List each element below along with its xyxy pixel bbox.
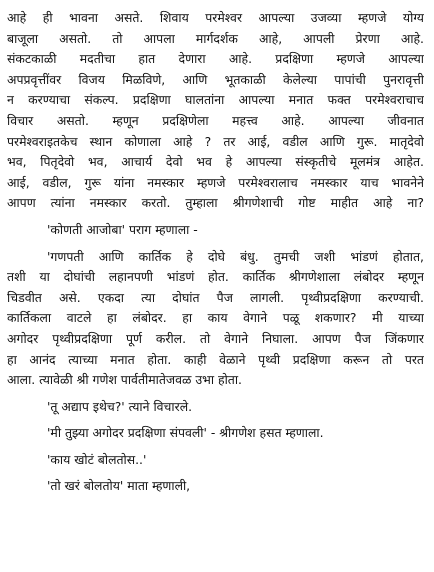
paragraph-5 — [7, 423, 424, 444]
dialogue-line: 'काय खोटं बोलतोस..' — [47, 451, 147, 467]
paragraph-3 — [7, 247, 424, 391]
text-line: आला. त्यावेळी श्री गणेश पार्वतीमातेजवळ उभा होता. — [7, 372, 242, 388]
dialogue-line: 'तू अद्याप इथेच?' त्याने विचारले. — [47, 398, 193, 414]
dialogue-line: 'मी तुझ्या अगोदर प्रदक्षिणा संपवली' - श्रीगणेश हसत म्हणाला. — [47, 425, 324, 441]
text-line: आई, वडील, गुरू यांना नमस्कार म्हणजे परमेश्वरालाच नमस्कार याच भावनेने — [7, 174, 424, 190]
text-line: परमेश्वराइतकेच स्थान कोणाला आहे ? तर आई, वडील आणि गुरू. मातृदेवो — [7, 133, 424, 149]
paragraph-6 — [7, 450, 424, 471]
paragraph-1 — [7, 8, 424, 214]
text-line: चिडवीत असे. एकदा त्या दोघांत पैज लागली. पृथ्वीप्रदक्षिणा करण्याची. — [7, 289, 424, 305]
text-line: तशी या दोघांची लहानपणी भांडणं होत. कार्तिक श्रीगणेशाला लंबोदर म्हणून — [7, 269, 424, 285]
text-line: अपप्रवृत्तींवर विजय मिळविणे, आणि भूतकाळी केलेल्या पापांची पुनरावृत्ती — [7, 71, 424, 87]
text-line: विचार असतो. म्हणून प्रदक्षिणेला महत्त्व आहे. आपल्या जीवनात — [7, 112, 424, 128]
text-line: आहे ही भावना असते. शिवाय परमेश्वर आपल्या उजव्या म्हणजे योग्य — [7, 10, 424, 25]
text-line: हा आनंद त्याच्या मनात होता. काही वेळाने पृथ्वी प्रदक्षिणा करून तो परत — [7, 351, 424, 367]
dialogue-line: 'तो खरं बोलतोय' माता म्हणाली, — [47, 478, 191, 494]
text-line: अगोदर पृथ्वीप्रदक्षिणा पूर्ण करील. तो वेगाने निघाला. आपण पैज जिंकणार — [7, 330, 424, 346]
text-line: संकटकाळी मदतीचा हात देणारा आहे. प्रदक्षिणा म्हणजे आपल्या — [7, 51, 424, 67]
paragraph-2 — [7, 220, 424, 241]
text-line: 'गणपती आणि कार्तिक हे दोघे बंधु. तुमची जशी भांडणं होतात, — [47, 248, 424, 264]
paragraph-4 — [7, 397, 424, 418]
text-line: आपण त्यांना नमस्कार करतो. तुम्हाला श्रीगणेशाची गोष्ट माहीत आहे ना? — [7, 195, 424, 211]
paragraph-7 — [7, 476, 424, 497]
dialogue-line: 'कोणती आजोबा' पराग म्हणाला - — [47, 221, 198, 237]
text-line: बाजूला असतो. तो आपला मार्गदर्शक आहे, आपली प्रेरणा आहे. — [7, 30, 424, 46]
text-line: कार्तिकला वाटले हा लंबोदर. हा काय वेगाने पळू शकणार? मी याच्या — [7, 310, 424, 326]
text-line: न करण्याचा संकल्प. प्रदक्षिणा घालतांना आपल्या मनात फक्त परमेश्वराचाच — [7, 92, 424, 108]
text-line: भव, पितृदेवो भव, आचार्य देवो भव हे आपल्या संस्कृतीचे मूलमंत्र आहेत. — [7, 154, 424, 170]
